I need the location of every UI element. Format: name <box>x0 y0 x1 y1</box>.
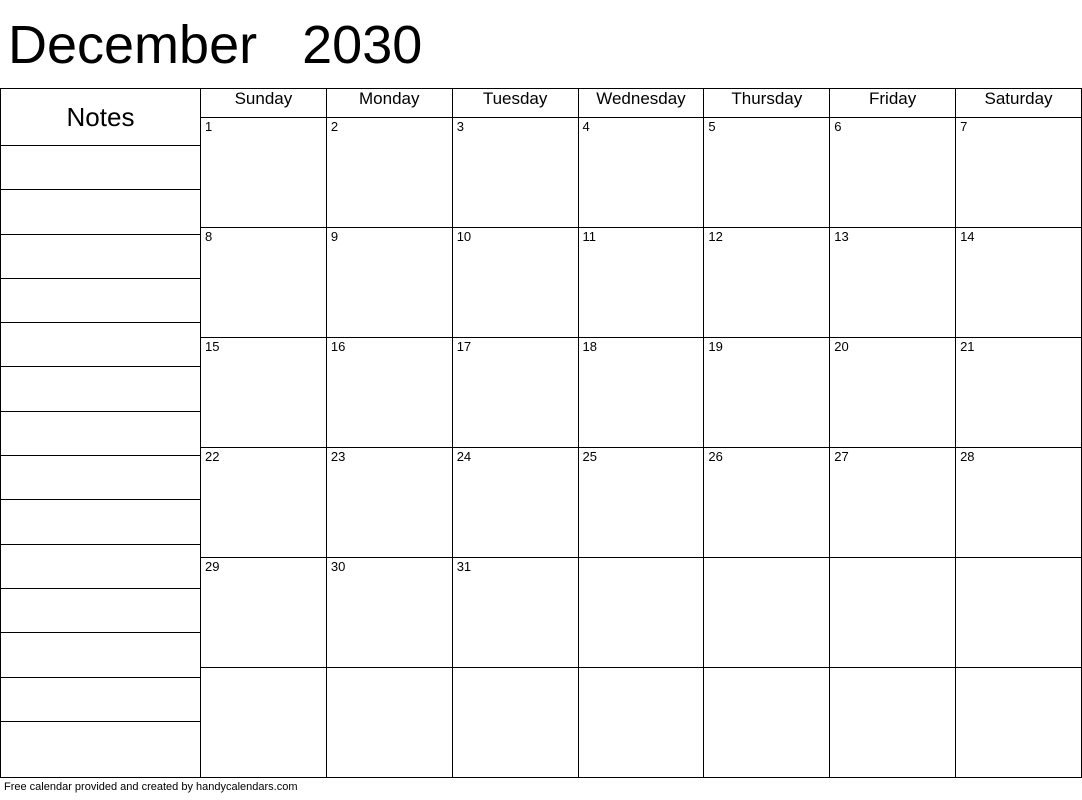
day-cell[interactable] <box>201 338 327 448</box>
day-cell[interactable] <box>452 448 578 558</box>
header-row <box>1 89 1082 118</box>
weekday-header-tuesday: Tuesday <box>452 89 578 118</box>
day-cell[interactable] <box>578 558 704 668</box>
weekday-header-friday: Friday <box>830 89 956 118</box>
day-number: 4 <box>582 119 590 134</box>
day-cell[interactable] <box>201 668 327 778</box>
day-cell[interactable] <box>830 558 956 668</box>
calendar-table <box>0 88 1082 778</box>
day-cell[interactable] <box>956 668 1082 778</box>
day-cell[interactable] <box>956 338 1082 448</box>
day-cell[interactable] <box>326 668 452 778</box>
day-cell[interactable] <box>326 338 452 448</box>
day-number: 7 <box>960 119 968 134</box>
day-number: 6 <box>834 119 842 134</box>
day-number: 22 <box>205 449 220 464</box>
day-cell[interactable] <box>956 558 1082 668</box>
day-number: 26 <box>708 449 723 464</box>
day-number: 9 <box>330 229 339 244</box>
day-number: 19 <box>708 339 723 354</box>
day-cell[interactable] <box>830 448 956 558</box>
footer-credit: Free calendar provided and created by handycalendars.com <box>4 781 298 793</box>
day-number: 12 <box>708 229 723 244</box>
day-number: 17 <box>456 339 472 354</box>
notes-lines <box>1 146 200 766</box>
day-cell[interactable] <box>201 558 327 668</box>
notes-line[interactable] <box>1 678 200 722</box>
day-number: 28 <box>960 449 975 464</box>
day-number: 21 <box>960 339 975 354</box>
day-cell[interactable] <box>830 118 956 228</box>
day-cell[interactable] <box>326 558 452 668</box>
day-cell[interactable] <box>578 338 704 448</box>
day-cell[interactable] <box>578 448 704 558</box>
day-number: 18 <box>582 339 597 354</box>
notes-line[interactable] <box>1 545 200 589</box>
notes-line[interactable] <box>1 722 200 766</box>
day-cell[interactable] <box>201 448 327 558</box>
day-cell[interactable] <box>326 448 452 558</box>
day-number: 30 <box>330 559 346 574</box>
day-cell[interactable] <box>704 118 830 228</box>
notes-panel[interactable] <box>1 89 201 778</box>
notes-line[interactable] <box>1 279 200 323</box>
day-cell[interactable] <box>956 448 1082 558</box>
day-cell[interactable] <box>452 668 578 778</box>
day-cell[interactable] <box>326 118 452 228</box>
day-cell[interactable] <box>830 338 956 448</box>
weekday-header-monday: Monday <box>326 89 452 118</box>
day-cell[interactable] <box>578 228 704 338</box>
day-cell[interactable] <box>956 228 1082 338</box>
weekday-header-sunday: Sunday <box>201 89 327 118</box>
day-cell[interactable] <box>201 228 327 338</box>
day-number: 3 <box>456 119 464 134</box>
day-cell[interactable] <box>578 118 704 228</box>
day-cell[interactable] <box>452 118 578 228</box>
day-number: 20 <box>834 339 849 354</box>
day-cell[interactable] <box>956 118 1082 228</box>
day-cell[interactable] <box>830 668 956 778</box>
notes-line[interactable] <box>1 235 200 279</box>
day-number: 16 <box>330 339 346 354</box>
day-number: 10 <box>456 229 472 244</box>
notes-line[interactable] <box>1 589 200 633</box>
notes-line[interactable] <box>1 412 200 456</box>
notes-line[interactable] <box>1 500 200 544</box>
notes-line[interactable] <box>1 323 200 367</box>
day-number: 13 <box>834 229 849 244</box>
day-number: 25 <box>582 449 597 464</box>
day-number: 29 <box>205 559 220 574</box>
day-cell[interactable] <box>326 228 452 338</box>
day-cell[interactable] <box>704 668 830 778</box>
weekday-header-saturday: Saturday <box>956 89 1082 118</box>
weekday-header-wednesday: Wednesday <box>578 89 704 118</box>
calendar-grid-container <box>0 88 1082 778</box>
day-number: 23 <box>330 449 346 464</box>
day-cell[interactable] <box>201 118 327 228</box>
page-title <box>8 14 422 76</box>
title-month: December <box>8 15 258 75</box>
notes-line[interactable] <box>1 367 200 411</box>
day-cell[interactable] <box>452 338 578 448</box>
day-number: 24 <box>456 449 472 464</box>
day-number: 2 <box>330 119 339 134</box>
weekday-header-thursday: Thursday <box>704 89 830 118</box>
title-year: 2030 <box>302 15 423 75</box>
day-number: 31 <box>456 559 472 574</box>
day-number: 8 <box>205 229 213 244</box>
day-cell[interactable] <box>578 668 704 778</box>
notes-line[interactable] <box>1 146 200 190</box>
day-number: 15 <box>205 339 220 354</box>
day-cell[interactable] <box>704 448 830 558</box>
day-cell[interactable] <box>704 228 830 338</box>
day-number: 1 <box>205 119 213 134</box>
notes-line[interactable] <box>1 456 200 500</box>
notes-line[interactable] <box>1 633 200 677</box>
day-number: 27 <box>834 449 849 464</box>
day-cell[interactable] <box>452 228 578 338</box>
day-cell[interactable] <box>704 558 830 668</box>
day-cell[interactable] <box>452 558 578 668</box>
day-number: 14 <box>960 229 975 244</box>
notes-heading: Notes <box>1 89 200 146</box>
notes-line[interactable] <box>1 190 200 234</box>
day-cell[interactable] <box>830 228 956 338</box>
day-cell[interactable] <box>704 338 830 448</box>
day-number: 5 <box>708 119 716 134</box>
day-number: 11 <box>582 229 597 244</box>
